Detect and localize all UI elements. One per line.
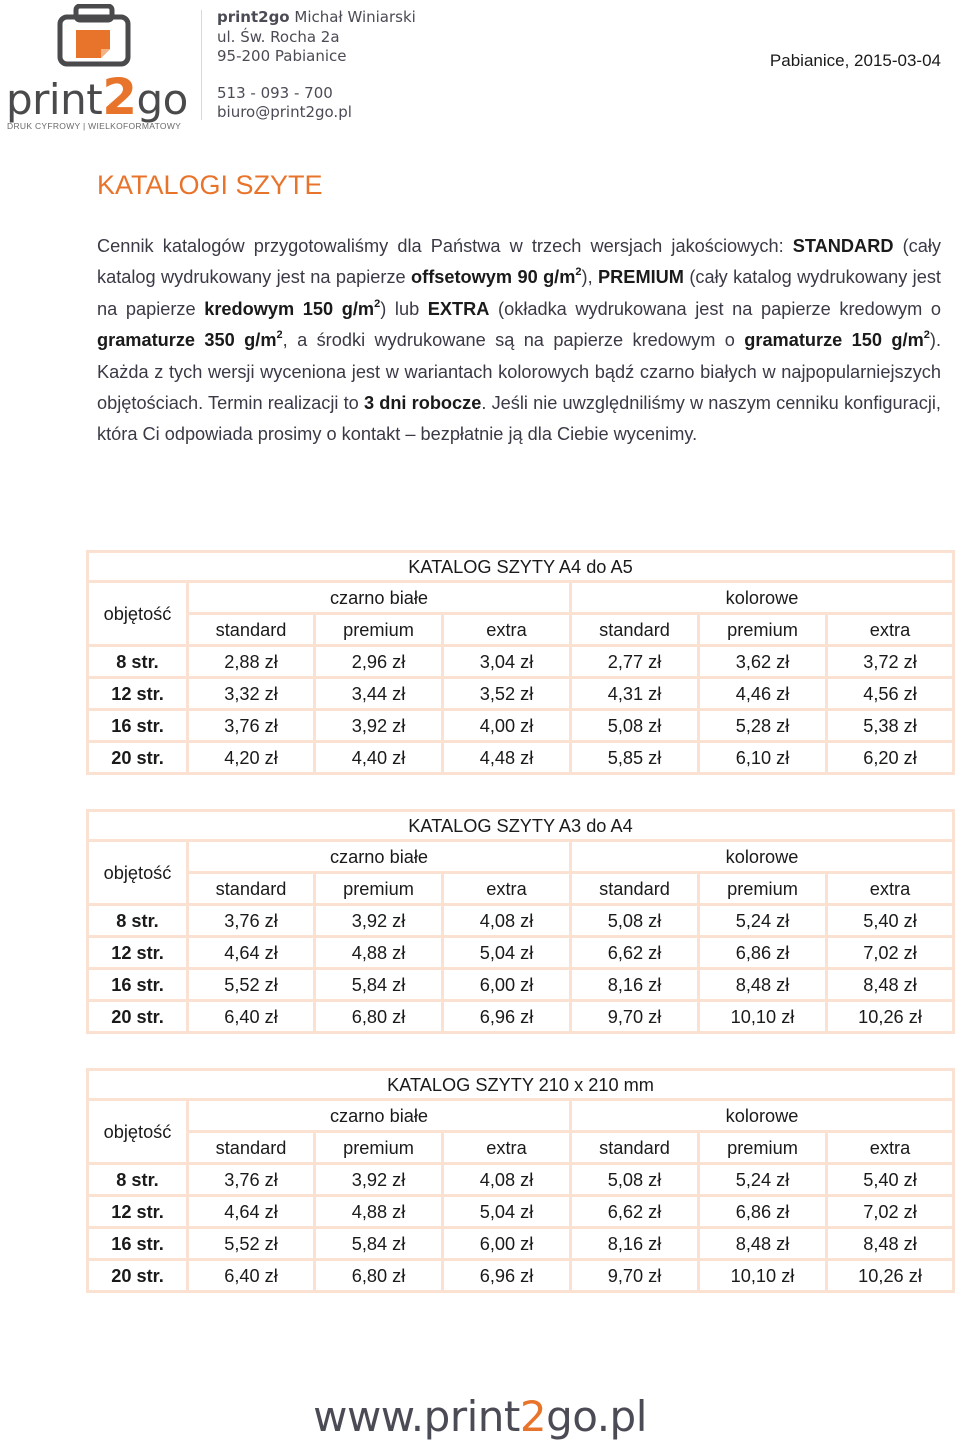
column-header: extra	[443, 1132, 571, 1164]
column-header: standard	[571, 873, 699, 905]
price-cell: 2,96 zł	[315, 646, 443, 678]
table-row	[88, 646, 954, 678]
price-cell: 5,24 zł	[699, 905, 827, 937]
row-label: 8 str.	[88, 1164, 188, 1196]
table-row	[88, 1260, 954, 1292]
price-cell: 8,48 zł	[699, 1228, 827, 1260]
price-table-210x210	[86, 1068, 955, 1293]
price-cell: 5,40 zł	[827, 905, 954, 937]
group-header-color: kolorowe	[571, 841, 954, 873]
price-cell: 10,26 zł	[827, 1260, 954, 1292]
table-row	[88, 1196, 954, 1228]
intro-paragraph: Cennik katalogów przygotowaliśmy dla Państwa w trzech wersjach jakościowych: STANDARD (cały katalog wydrukowany jest na papierze offsetowym 90 $g/m^2$), PREMIUM (cały katalog wydrukowany jest na papierze kredowym 150 $g/m^2$) lub EXTRA (okładka wydrukowana jest na papierze kredowym o gramaturze 350 $g/m^2$, a środki wydrukowane są na papierze kredowym o gramaturze 150 $g/m^2$). Każda z tych wersji wyceniona jest w wariantach kolorowych bądź czarno białych w najpopularniejszych objętościach. Termin realizacji to 3 dni robocze. Jeśli nie uwzględniliśmy w naszym cenniku konfiguracji, która Ci odpowiada prosimy o kontakt – bezpłatnie ją dla Ciebie wycenimy.	[97, 236, 942, 445]
table-title: KATALOG SZYTY 210 x 210 mm	[88, 1070, 954, 1100]
table-title: KATALOG SZYTY A4 do A5	[88, 552, 954, 582]
group-header-bw: czarno białe	[188, 841, 571, 873]
price-cell: 5,84 zł	[315, 1228, 443, 1260]
table-row	[88, 937, 954, 969]
price-cell: 6,80 zł	[315, 1260, 443, 1292]
price-cell: 6,20 zł	[827, 742, 954, 774]
contact-email: biuro@print2go.pl	[217, 103, 352, 121]
price-cell: 5,38 zł	[827, 710, 954, 742]
price-cell: 5,24 zł	[699, 1164, 827, 1196]
price-cell: 8,48 zł	[827, 969, 954, 1001]
price-cell: 8,16 zł	[571, 969, 699, 1001]
price-cell: 6,86 zł	[699, 1196, 827, 1228]
price-cell: 3,92 zł	[315, 710, 443, 742]
page-title: KATALOGI SZYTE	[97, 170, 323, 200]
price-cell: 9,70 zł	[571, 1001, 699, 1033]
price-cell: 10,10 zł	[699, 1260, 827, 1292]
contact-block	[217, 8, 416, 123]
price-cell: 6,00 zł	[443, 969, 571, 1001]
price-cell: 3,92 zł	[315, 1164, 443, 1196]
header-divider	[201, 10, 202, 120]
column-header: premium	[315, 873, 443, 905]
column-header: standard	[188, 873, 315, 905]
price-cell: 4,64 zł	[188, 1196, 315, 1228]
price-cell: 6,62 zł	[571, 937, 699, 969]
contact-phone: 513 - 093 - 700	[217, 83, 333, 102]
row-label: 8 str.	[88, 646, 188, 678]
company-logo	[6, 4, 188, 131]
price-cell: 2,77 zł	[571, 646, 699, 678]
price-cell: 6,40 zł	[188, 1001, 315, 1033]
price-cell: 6,10 zł	[699, 742, 827, 774]
price-cell: 10,26 zł	[827, 1001, 954, 1033]
table-row	[88, 905, 954, 937]
price-cell: 7,02 zł	[827, 1196, 954, 1228]
price-cell: 4,08 zł	[443, 905, 571, 937]
price-cell: 4,48 zł	[443, 742, 571, 774]
price-cell: 6,96 zł	[443, 1001, 571, 1033]
group-header-color: kolorowe	[571, 582, 954, 614]
price-cell: 5,04 zł	[443, 937, 571, 969]
price-cell: 3,04 zł	[443, 646, 571, 678]
contact-company: print2go Michał Winiarski	[217, 8, 416, 26]
column-header: premium	[699, 1132, 827, 1164]
price-cell: 4,88 zł	[315, 937, 443, 969]
price-cell: 3,62 zł	[699, 646, 827, 678]
price-cell: 3,52 zł	[443, 678, 571, 710]
price-cell: 6,86 zł	[699, 937, 827, 969]
column-header: extra	[827, 614, 954, 646]
row-label: 12 str.	[88, 937, 188, 969]
column-header: standard	[571, 1132, 699, 1164]
volume-header: objętość	[88, 582, 188, 646]
price-cell: 4,31 zł	[571, 678, 699, 710]
price-cell: 3,76 zł	[188, 905, 315, 937]
contact-city: 95-200 Pabianice	[217, 47, 347, 65]
footer-website-link[interactable]: www.print2go.pl	[313, 1392, 647, 1441]
volume-header: objętość	[88, 841, 188, 905]
price-cell: 5,08 zł	[571, 1164, 699, 1196]
price-cell: 4,46 zł	[699, 678, 827, 710]
price-cell: 3,44 zł	[315, 678, 443, 710]
price-cell: 3,76 zł	[188, 710, 315, 742]
price-table-a4-a5	[86, 550, 955, 775]
price-cell: 5,08 zł	[571, 905, 699, 937]
price-cell: 5,40 zł	[827, 1164, 954, 1196]
table-title: KATALOG SZYTY A3 do A4	[88, 811, 954, 841]
column-header: extra	[827, 873, 954, 905]
price-cell: 6,80 zł	[315, 1001, 443, 1033]
price-cell: 5,28 zł	[699, 710, 827, 742]
price-cell: 3,76 zł	[188, 1164, 315, 1196]
column-header: premium	[699, 873, 827, 905]
group-header-bw: czarno białe	[188, 1100, 571, 1132]
table-row	[88, 1001, 954, 1033]
group-header-color: kolorowe	[571, 1100, 954, 1132]
volume-header: objętość	[88, 1100, 188, 1164]
price-cell: 9,70 zł	[571, 1260, 699, 1292]
column-header: standard	[188, 614, 315, 646]
table-row	[88, 1228, 954, 1260]
group-header-bw: czarno białe	[188, 582, 571, 614]
table-row	[88, 678, 954, 710]
row-label: 12 str.	[88, 1196, 188, 1228]
column-header: extra	[443, 873, 571, 905]
price-cell: 4,08 zł	[443, 1164, 571, 1196]
column-header: standard	[188, 1132, 315, 1164]
price-cell: 8,16 zł	[571, 1228, 699, 1260]
price-cell: 3,72 zł	[827, 646, 954, 678]
row-label: 20 str.	[88, 1001, 188, 1033]
price-cell: 6,62 zł	[571, 1196, 699, 1228]
price-table-a3-a4	[86, 809, 955, 1034]
table-row	[88, 1164, 954, 1196]
price-cell: 5,85 zł	[571, 742, 699, 774]
price-cell: 4,56 zł	[827, 678, 954, 710]
price-cell: 2,88 zł	[188, 646, 315, 678]
row-label: 20 str.	[88, 1260, 188, 1292]
row-label: 16 str.	[88, 969, 188, 1001]
price-cell: 5,52 zł	[188, 969, 315, 1001]
price-cell: 5,52 zł	[188, 1228, 315, 1260]
price-cell: 6,00 zł	[443, 1228, 571, 1260]
price-cell: 8,48 zł	[827, 1228, 954, 1260]
column-header: premium	[315, 1132, 443, 1164]
document-date: Pabianice, 2015-03-04	[769, 51, 941, 70]
price-cell: 5,84 zł	[315, 969, 443, 1001]
table-row	[88, 969, 954, 1001]
price-cell: 4,20 zł	[188, 742, 315, 774]
column-header: extra	[443, 614, 571, 646]
price-cell: 8,48 zł	[699, 969, 827, 1001]
price-cell: 4,40 zł	[315, 742, 443, 774]
price-cell: 4,88 zł	[315, 1196, 443, 1228]
column-header: premium	[699, 614, 827, 646]
price-cell: 5,08 zł	[571, 710, 699, 742]
logo-wordmark: print2go	[6, 68, 188, 126]
price-cell: 4,00 zł	[443, 710, 571, 742]
column-header: extra	[827, 1132, 954, 1164]
price-cell: 6,40 zł	[188, 1260, 315, 1292]
row-label: 16 str.	[88, 710, 188, 742]
logo-box-icon	[6, 4, 182, 70]
column-header: premium	[315, 614, 443, 646]
column-header: standard	[571, 614, 699, 646]
contact-street: ul. Św. Rocha 2a	[217, 27, 340, 46]
row-label: 8 str.	[88, 905, 188, 937]
row-label: 16 str.	[88, 1228, 188, 1260]
price-cell: 7,02 zł	[827, 937, 954, 969]
table-row	[88, 710, 954, 742]
price-cell: 4,64 zł	[188, 937, 315, 969]
logo-tagline: DRUK CYFROWY | WIELKOFORMATOWY	[7, 121, 182, 131]
price-cell: 6,96 zł	[443, 1260, 571, 1292]
table-row	[88, 742, 954, 774]
row-label: 20 str.	[88, 742, 188, 774]
price-cell: 5,04 zł	[443, 1196, 571, 1228]
price-cell: 10,10 zł	[699, 1001, 827, 1033]
price-cell: 3,32 zł	[188, 678, 315, 710]
price-cell: 3,92 zł	[315, 905, 443, 937]
row-label: 12 str.	[88, 678, 188, 710]
